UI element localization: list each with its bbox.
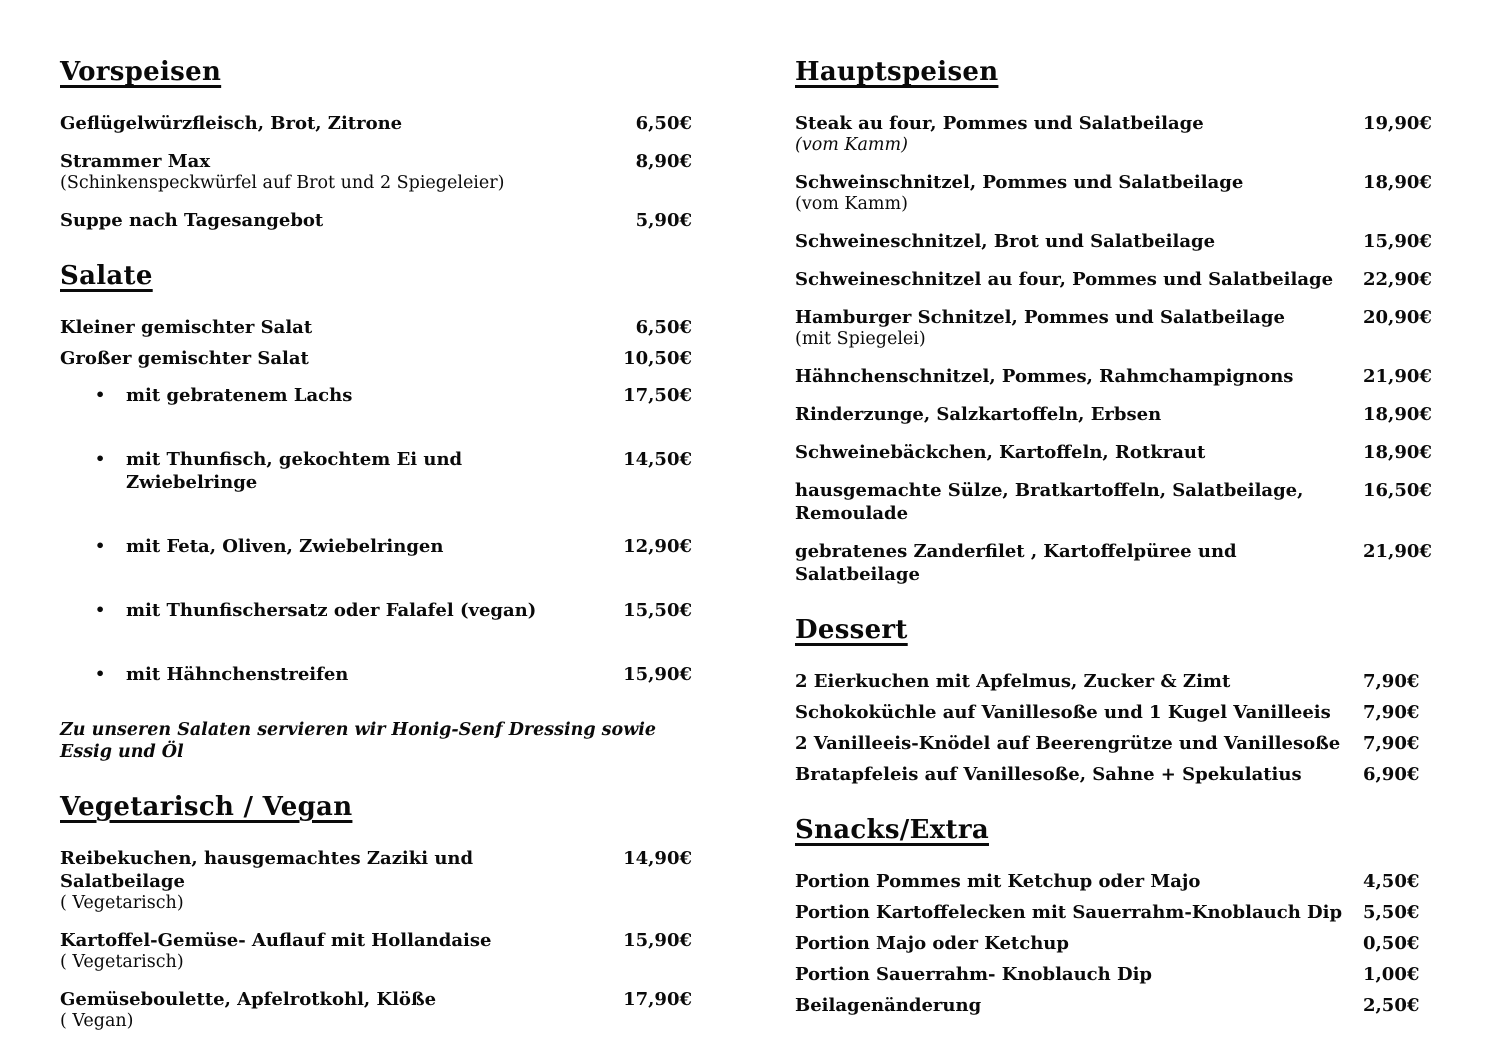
menu-item xyxy=(795,479,1432,525)
item-text xyxy=(60,209,596,232)
item-name: • mit Thunfischersatz oder Falafel (vegan) xyxy=(95,600,537,621)
item-price: 15,90€ xyxy=(623,664,692,685)
item-text xyxy=(60,535,596,558)
item-price: 1,00€ xyxy=(1363,964,1420,985)
item-text xyxy=(795,732,1363,755)
item-price: 0,50€ xyxy=(1363,933,1420,954)
item-text xyxy=(795,230,1363,253)
item-price: 21,90€ xyxy=(1363,541,1432,562)
item-price: 6,90€ xyxy=(1363,764,1420,785)
item-price: 4,50€ xyxy=(1363,871,1420,892)
item-name: Gemüseboulette, Apfelrotkohl, Klöße xyxy=(60,989,437,1010)
item-text xyxy=(795,479,1363,525)
menu-item xyxy=(795,268,1432,291)
menu-item xyxy=(795,112,1432,156)
item-name: • mit gebratenem Lachs xyxy=(95,385,353,406)
item-name: Portion Pommes mit Ketchup oder Majo xyxy=(795,871,1201,892)
item-text xyxy=(795,870,1363,893)
menu-item xyxy=(60,599,692,622)
bullet-icon: • xyxy=(95,449,106,468)
item-price: 7,90€ xyxy=(1363,702,1420,723)
menu-item xyxy=(60,663,692,686)
item-price: 18,90€ xyxy=(1363,172,1432,193)
item-price: 22,90€ xyxy=(1363,269,1432,290)
item-price: 20,90€ xyxy=(1363,307,1432,328)
item-text xyxy=(795,112,1363,156)
menu-item xyxy=(60,316,692,339)
item-name: Strammer Max xyxy=(60,151,211,172)
menu-item xyxy=(795,403,1432,426)
item-text xyxy=(795,670,1363,693)
menu-section xyxy=(60,258,692,763)
item-name: • mit Feta, Oliven, Zwiebelringen xyxy=(95,536,444,557)
item-name: Geflügelwürzfleisch, Brot, Zitrone xyxy=(60,113,403,134)
menu-section xyxy=(60,789,692,1032)
menu-section xyxy=(795,54,1432,586)
item-text xyxy=(795,306,1363,350)
item-name: hausgemachte Sülze, Bratkartoffeln, Salatbeilage, Remoulade xyxy=(795,480,1304,524)
menu-item xyxy=(60,847,692,914)
section-title: Salate xyxy=(60,261,153,291)
item-text xyxy=(795,441,1363,464)
menu-item xyxy=(795,901,1427,924)
menu-item xyxy=(60,929,692,973)
item-price: 14,90€ xyxy=(623,848,692,869)
item-text xyxy=(795,701,1363,724)
item-text xyxy=(60,316,596,339)
item-text xyxy=(795,932,1363,955)
item-price: 8,90€ xyxy=(635,151,692,172)
item-text xyxy=(60,384,596,407)
item-price: 6,50€ xyxy=(635,113,692,134)
item-name: Hähnchenschnitzel, Pommes, Rahmchampignons xyxy=(795,366,1294,387)
bullet-icon: • xyxy=(95,385,106,404)
item-name: Schweineschnitzel, Brot und Salatbeilage xyxy=(795,231,1216,252)
item-price: 7,90€ xyxy=(1363,733,1420,754)
item-name: Suppe nach Tagesangebot xyxy=(60,210,324,231)
item-note: (mit Spiegelei) xyxy=(795,329,926,349)
item-name: Schweineschnitzel au four, Pommes und Salatbeilage xyxy=(795,269,1334,290)
item-text xyxy=(60,347,596,370)
item-name: 2 Eierkuchen mit Apfelmus, Zucker & Zimt xyxy=(795,671,1231,692)
item-note: ( Vegan) xyxy=(60,1011,134,1031)
item-price: 18,90€ xyxy=(1363,442,1432,463)
item-name: 2 Vanilleeis-Knödel auf Beerengrütze und Vanillesoße xyxy=(795,733,1341,754)
item-price: 16,50€ xyxy=(1363,480,1432,501)
item-name: Schweinebäckchen, Kartoffeln, Rotkraut xyxy=(795,442,1206,463)
item-price: 2,50€ xyxy=(1363,995,1420,1016)
item-price: 17,50€ xyxy=(623,385,692,406)
item-name: gebratenes Zanderfilet , Kartoffelpüree und Salatbeilage xyxy=(795,541,1237,585)
item-price: 14,50€ xyxy=(623,449,692,470)
menu-item xyxy=(60,112,692,135)
menu-section xyxy=(795,812,1427,1017)
item-name: Rinderzunge, Salzkartoffeln, Erbsen xyxy=(795,404,1162,425)
item-name: Kleiner gemischter Salat xyxy=(60,317,313,338)
section-title: Snacks/Extra xyxy=(795,815,989,845)
item-text xyxy=(795,403,1363,426)
menu-item xyxy=(795,963,1427,986)
item-price: 21,90€ xyxy=(1363,366,1432,387)
item-name: Portion Kartoffelecken mit Sauerrahm-Knoblauch Dip xyxy=(795,902,1343,923)
item-text xyxy=(60,988,596,1032)
menu-item xyxy=(795,230,1432,253)
item-name: Beilagenänderung xyxy=(795,995,982,1016)
item-name: Portion Sauerrahm- Knoblauch Dip xyxy=(795,964,1153,985)
menu-item xyxy=(795,670,1427,693)
item-price: 12,90€ xyxy=(623,536,692,557)
menu-column xyxy=(795,54,1432,1058)
item-price: 15,90€ xyxy=(1363,231,1432,252)
item-text xyxy=(60,929,596,973)
menu-item xyxy=(60,384,692,407)
item-price: 10,50€ xyxy=(623,348,692,369)
item-text xyxy=(60,663,596,686)
menu-section xyxy=(60,54,692,232)
item-name: Schokoküchle auf Vanillesoße und 1 Kugel Vanilleeis xyxy=(795,702,1331,723)
bullet-icon: • xyxy=(95,664,106,683)
item-price: 7,90€ xyxy=(1363,671,1420,692)
item-name: Kartoffel-Gemüse- Auflauf mit Hollandaise xyxy=(60,930,492,951)
menu-item xyxy=(60,209,692,232)
menu-column xyxy=(60,54,692,1058)
item-text xyxy=(795,171,1363,215)
item-text xyxy=(795,540,1363,586)
item-text xyxy=(795,901,1363,924)
item-note: ( Vegetarisch) xyxy=(60,893,184,913)
item-text xyxy=(795,994,1363,1017)
item-price: 18,90€ xyxy=(1363,404,1432,425)
menu-item xyxy=(795,763,1427,786)
item-price: 5,90€ xyxy=(635,210,692,231)
item-price: 19,90€ xyxy=(1363,113,1432,134)
item-name: Großer gemischter Salat xyxy=(60,348,309,369)
menu-item xyxy=(60,448,692,494)
menu-item xyxy=(795,932,1427,955)
item-note: (vom Kamm) xyxy=(795,194,908,214)
menu-item xyxy=(795,994,1427,1017)
item-name: Schweinschnitzel, Pommes und Salatbeilage xyxy=(795,172,1244,193)
item-price: 15,50€ xyxy=(623,600,692,621)
menu-item xyxy=(795,306,1432,350)
bullet-icon: • xyxy=(95,536,106,555)
menu-item xyxy=(795,365,1432,388)
menu-item xyxy=(795,701,1427,724)
menu-item xyxy=(60,988,692,1032)
item-name: Steak au four, Pommes und Salatbeilage xyxy=(795,113,1204,134)
item-text xyxy=(60,448,596,494)
item-note: (Schinkenspeckwürfel auf Brot und 2 Spiegeleier) xyxy=(60,173,505,193)
bullet-icon: • xyxy=(95,600,106,619)
section-title: Vegetarisch / Vegan xyxy=(60,792,353,822)
item-price: 17,90€ xyxy=(623,989,692,1010)
item-text xyxy=(795,963,1363,986)
menu-item xyxy=(795,441,1432,464)
item-text xyxy=(60,847,596,914)
item-price: 6,50€ xyxy=(635,317,692,338)
item-name: • mit Thunfisch, gekochtem Ei und Zwiebelringe xyxy=(95,449,463,493)
menu-item xyxy=(60,150,692,194)
section-title: Vorspeisen xyxy=(60,57,222,87)
menu-item xyxy=(795,870,1427,893)
item-note: ( Vegetarisch) xyxy=(60,952,184,972)
menu-item xyxy=(60,347,692,370)
item-text xyxy=(60,112,596,135)
item-name: Portion Majo oder Ketchup xyxy=(795,933,1069,954)
item-note: (vom Kamm) xyxy=(795,135,908,155)
item-name: • mit Hähnchenstreifen xyxy=(95,664,349,685)
item-price: 5,50€ xyxy=(1363,902,1420,923)
menu-item xyxy=(795,171,1432,215)
item-text xyxy=(795,763,1363,786)
item-text xyxy=(60,599,596,622)
item-name: Bratapfeleis auf Vanillesoße, Sahne + Spekulatius xyxy=(795,764,1302,785)
item-text xyxy=(795,268,1363,291)
section-title: Dessert xyxy=(795,615,908,645)
menu-item xyxy=(795,732,1427,755)
menu-item xyxy=(795,540,1432,586)
item-name: Reibekuchen, hausgemachtes Zaziki und Salatbeilage xyxy=(60,848,474,892)
salad-dressing-footnote: Zu unseren Salaten servieren wir Honig-Senf Dressing sowie Essig und Öl xyxy=(60,720,657,762)
section-title: Hauptspeisen xyxy=(795,57,999,87)
menu-section xyxy=(795,612,1427,786)
item-name: Hamburger Schnitzel, Pommes und Salatbeilage xyxy=(795,307,1285,328)
item-text xyxy=(795,365,1363,388)
item-text xyxy=(60,150,596,194)
menu-item xyxy=(60,535,692,558)
item-price: 15,90€ xyxy=(623,930,692,951)
